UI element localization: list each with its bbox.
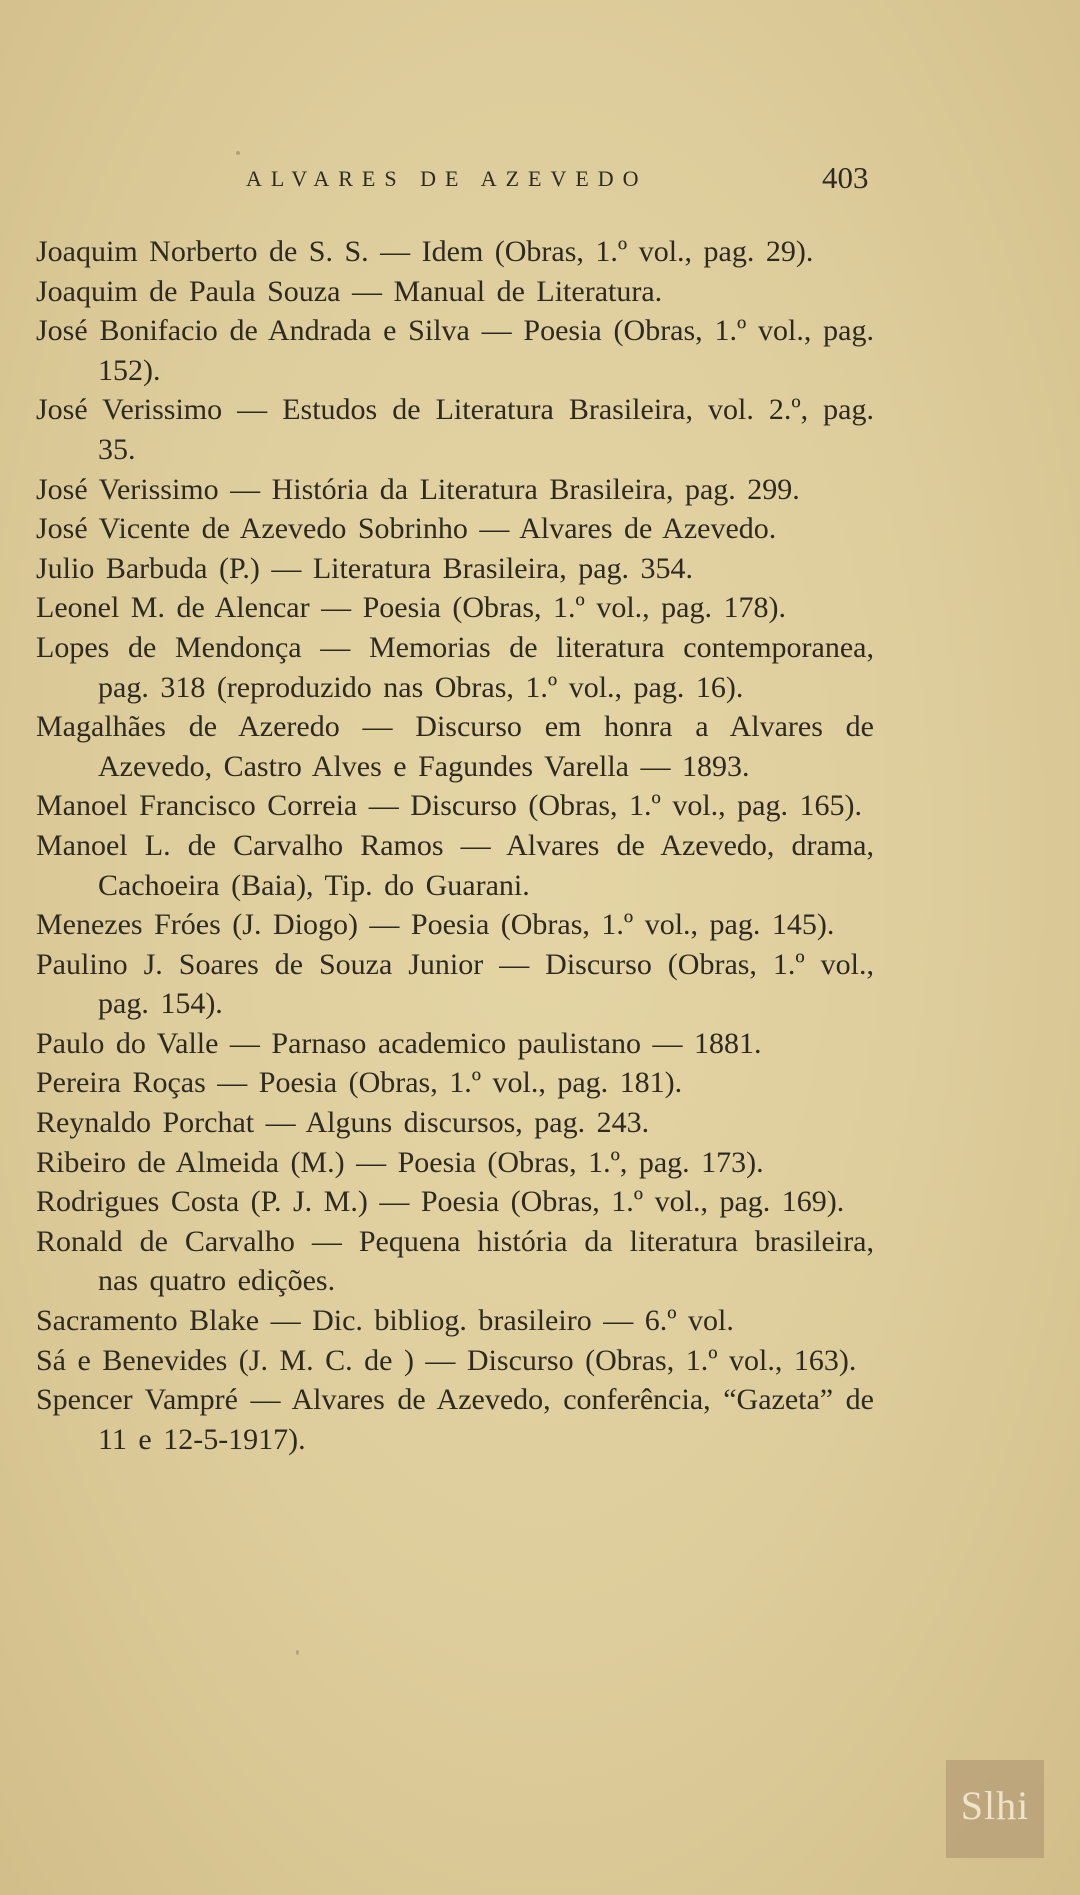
bibliography-entry: Manoel Francisco Correia — Discurso (Obras, 1.º vol., pag. 165). — [36, 789, 862, 823]
paper-speck — [236, 151, 240, 155]
bibliography-entry: Joaquim Norberto de S. S. — Idem (Obras, 1.º vol., pag. 29). — [36, 235, 814, 268]
page-number: 403 — [822, 160, 869, 195]
running-title: ALVARES DE AZEVEDO — [246, 166, 648, 191]
bibliography-list — [36, 232, 874, 1459]
bibliography-entry: Magalhães de Azeredo — Discurso em honra a Alvares de Azevedo, Castro Alves e Fagundes Varella — 1893. — [36, 710, 874, 783]
bibliography-entry: Joaquim de Paula Souza — Manual de Literatura. — [36, 274, 663, 308]
bibliography-entry: Paulo do Valle — Parnaso academico paulistano — 1881. — [36, 1026, 762, 1060]
bibliography-entry: Ribeiro de Almeida (M.) — Poesia (Obras, 1.º, pag. 173). — [36, 1145, 764, 1179]
running-head — [0, 160, 1080, 200]
bibliography-entry: José Verissimo — Estudos de Literatura Brasileira, vol. 2.º, pag. 35. — [36, 393, 874, 466]
bibliography-entry: Manoel L. de Carvalho Ramos — Alvares de Azevedo, drama, Cachoeira (Baia), Tip. do Guarani. — [36, 828, 874, 902]
bibliography-entry: Paulino J. Soares de Souza Junior — Discurso (Obras, 1.º vol., pag. 154). — [36, 947, 874, 1021]
bibliography-entry: Lopes de Mendonça — Memorias de literatura contemporanea, pag. 318 (reproduzido nas Obras, 1.º vol., pag. 16). — [36, 630, 874, 704]
library-stamp-text: Slhi — [960, 1783, 1030, 1828]
bibliography-entry: Spencer Vampré — Alvares de Azevedo, conferência, “Gazeta” de 11 e 12-5-1917). — [36, 1383, 874, 1456]
bibliography-entry: José Verissimo — História da Literatura Brasileira, pag. 299. — [36, 472, 800, 506]
bibliography-entry: Ronald de Carvalho — Pequena história da literatura brasileira, nas quatro edições. — [36, 1224, 874, 1298]
bibliography-entry: Menezes Fróes (J. Diogo) — Poesia (Obras, 1.º vol., pag. 145). — [36, 908, 835, 942]
bibliography-entry: Reynaldo Porchat — Alguns discursos, pag. 243. — [36, 1106, 650, 1140]
bibliography-entry: Julio Barbuda (P.) — Literatura Brasileira, pag. 354. — [36, 551, 694, 585]
bibliography-entry: Pereira Roças — Poesia (Obras, 1.º vol., pag. 181). — [36, 1066, 683, 1100]
bibliography-entry: José Vicente de Azevedo Sobrinho — Alvares de Azevedo. — [36, 512, 777, 546]
bibliography-entry: José Bonifacio de Andrada e Silva — Poesia (Obras, 1.º vol., pag. 152). — [36, 314, 874, 387]
bibliography-entry: Leonel M. de Alencar — Poesia (Obras, 1.º vol., pag. 178). — [36, 591, 786, 625]
library-stamp — [946, 1760, 1044, 1858]
bibliography-entry: Rodrigues Costa (P. J. M.) — Poesia (Obras, 1.º vol., pag. 169). — [36, 1185, 845, 1219]
paper-speck — [296, 1650, 299, 1655]
bibliography-entry: Sá e Benevides (J. M. C. de ) — Discurso (Obras, 1.º vol., 163). — [36, 1343, 857, 1377]
bibliography-entry: Sacramento Blake — Dic. bibliog. brasileiro — 6.º vol. — [36, 1304, 734, 1338]
